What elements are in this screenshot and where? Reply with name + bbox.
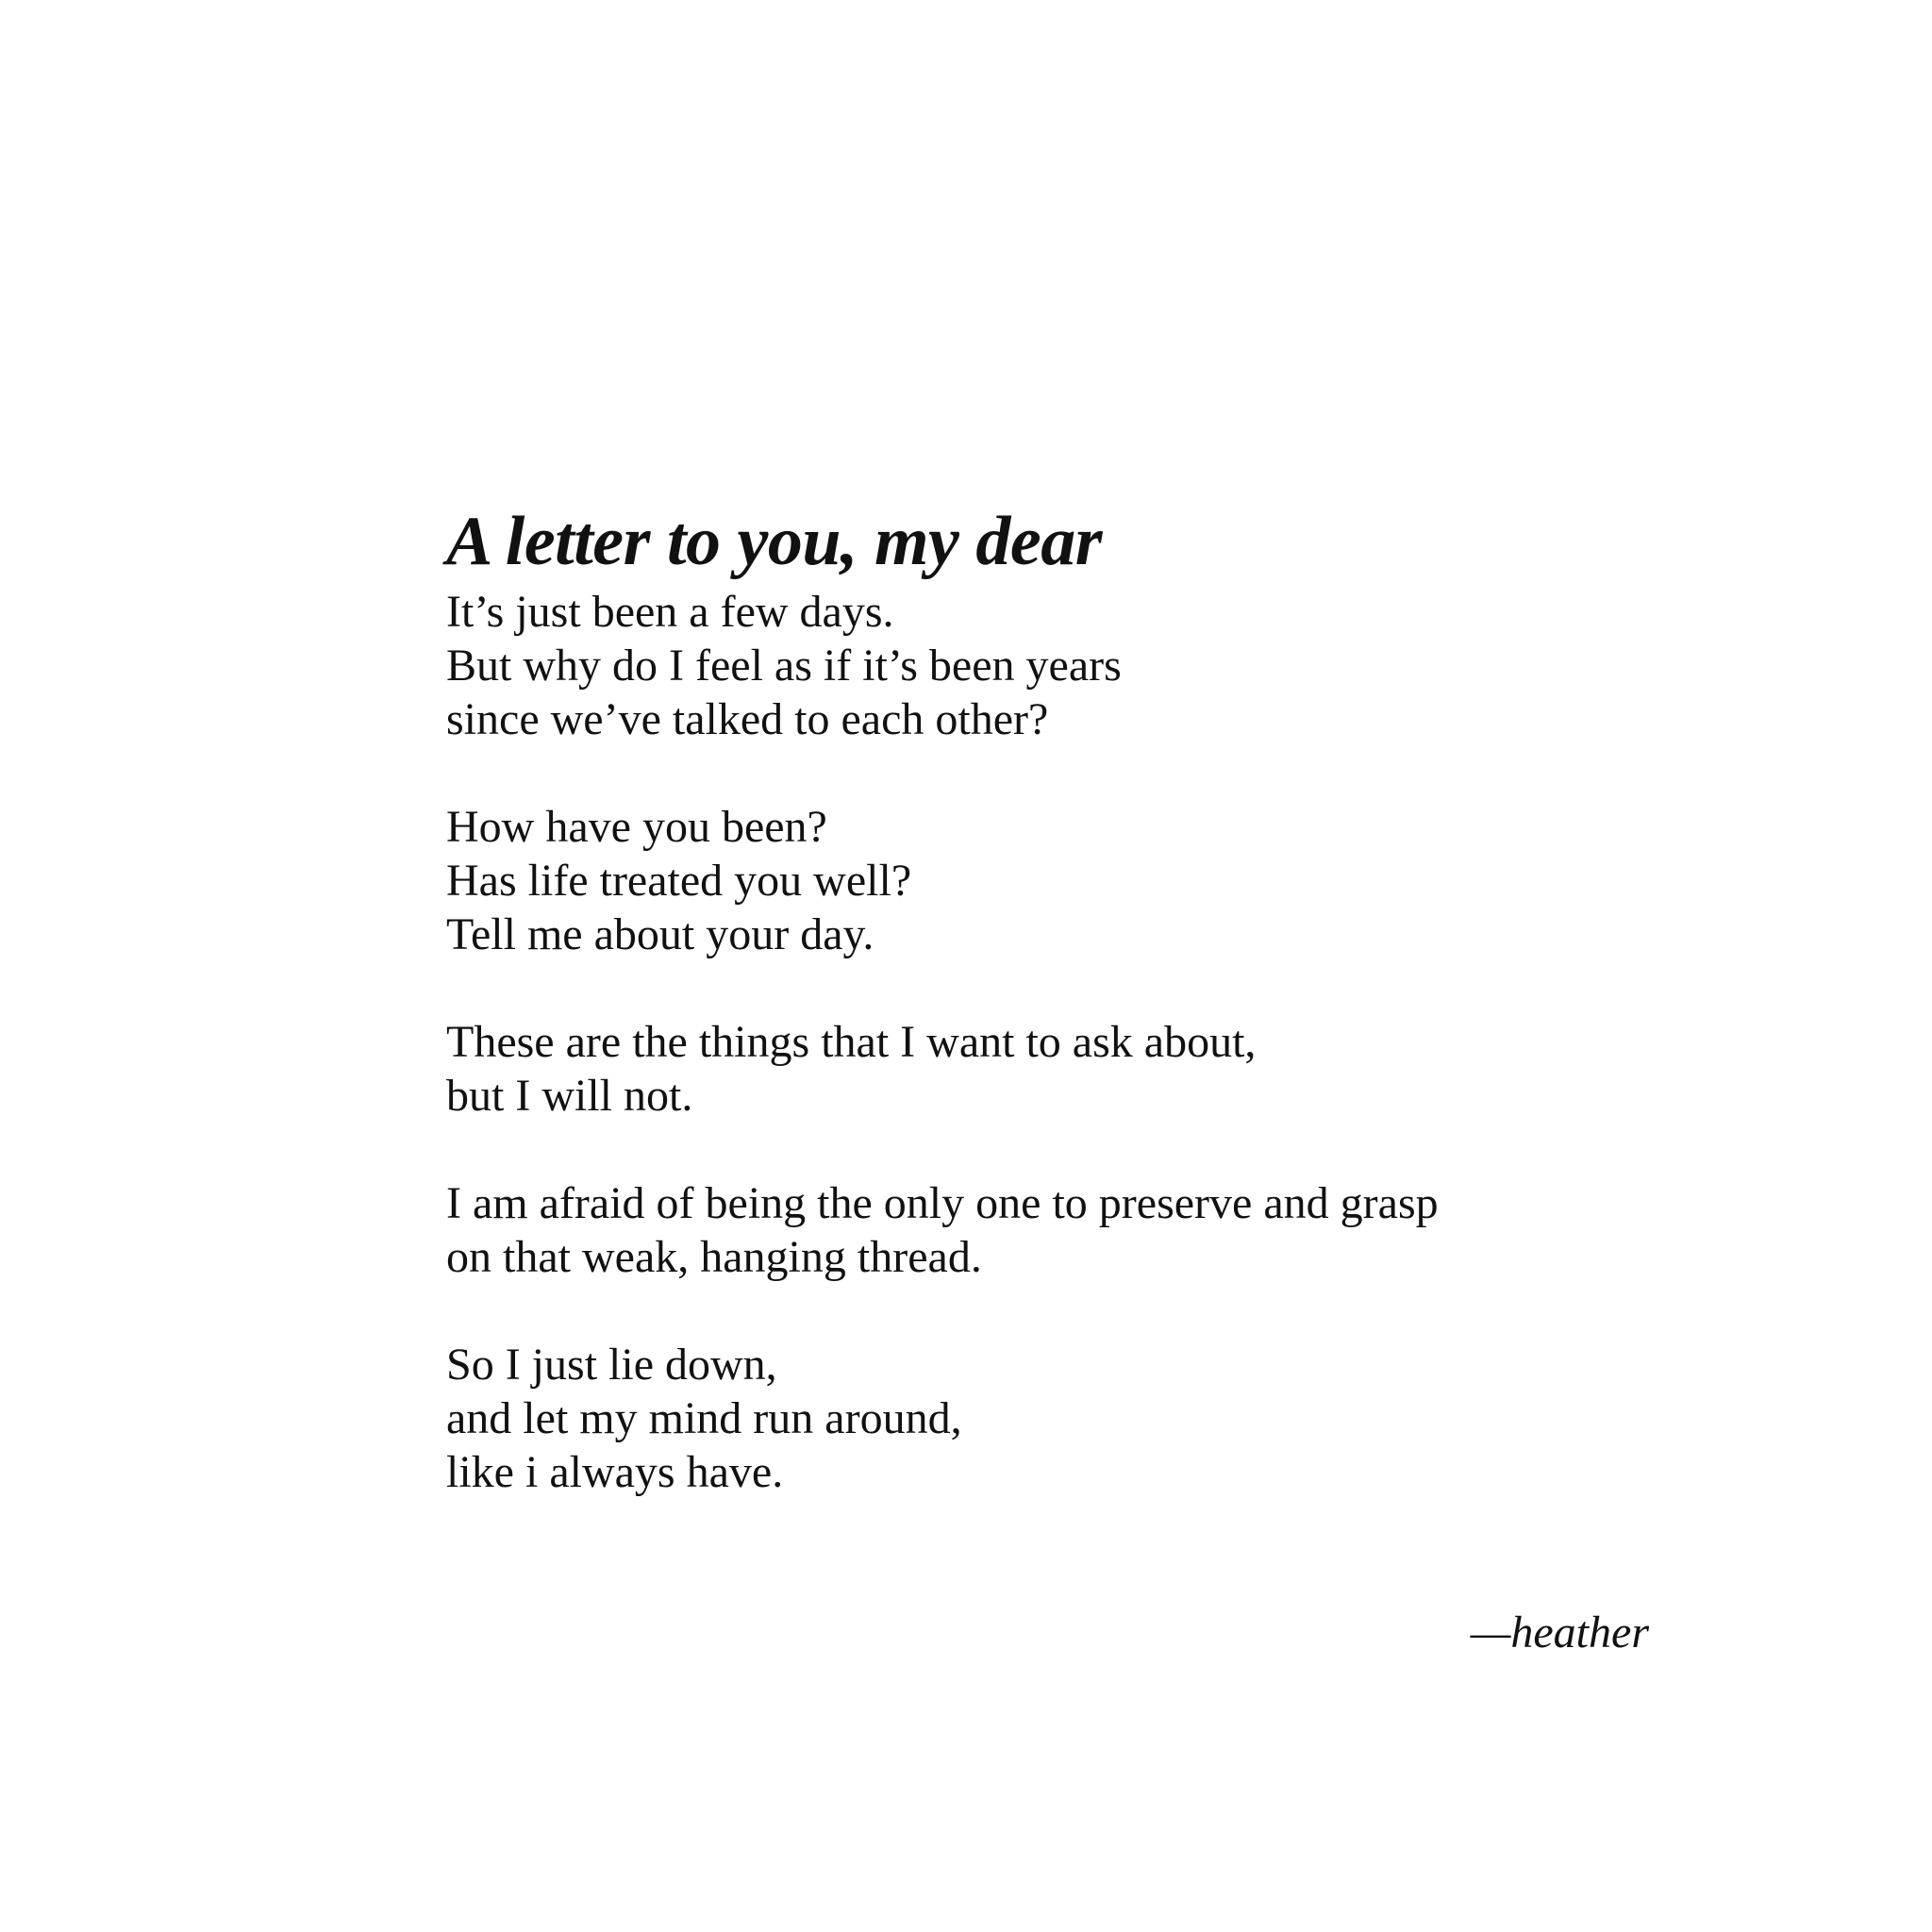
- poem-line: So I just lie down,: [446, 1340, 777, 1390]
- stanza-3: [446, 1015, 1673, 1123]
- stanza-4: [446, 1176, 1673, 1284]
- poem-title: A letter to you, my dear: [446, 503, 1103, 580]
- poem-line: These are the things that I want to ask about,: [446, 1017, 1257, 1067]
- poem: [446, 498, 1673, 1553]
- poem-line: on that weak, hanging thread.: [446, 1232, 982, 1282]
- author-signature: —heather: [1470, 1607, 1649, 1657]
- poem-line: It’s just been a few days.: [446, 587, 894, 637]
- stanza-2: [446, 800, 1673, 961]
- poem-line: How have you been?: [446, 802, 827, 852]
- poem-line: but I will not.: [446, 1071, 693, 1121]
- stanza-5: [446, 1338, 1673, 1499]
- poem-line: I am afraid of being the only one to preserve and grasp: [446, 1178, 1439, 1228]
- poem-line: But why do I feel as if it’s been years: [446, 641, 1122, 691]
- poem-line: Has life treated you well?: [446, 856, 912, 906]
- poem-line: since we’ve talked to each other?: [446, 694, 1049, 744]
- poem-line: like i always have.: [446, 1447, 784, 1497]
- poem-line: and let my mind run around,: [446, 1393, 962, 1443]
- stanza-1: [446, 585, 1673, 746]
- poem-line: Tell me about your day.: [446, 909, 874, 959]
